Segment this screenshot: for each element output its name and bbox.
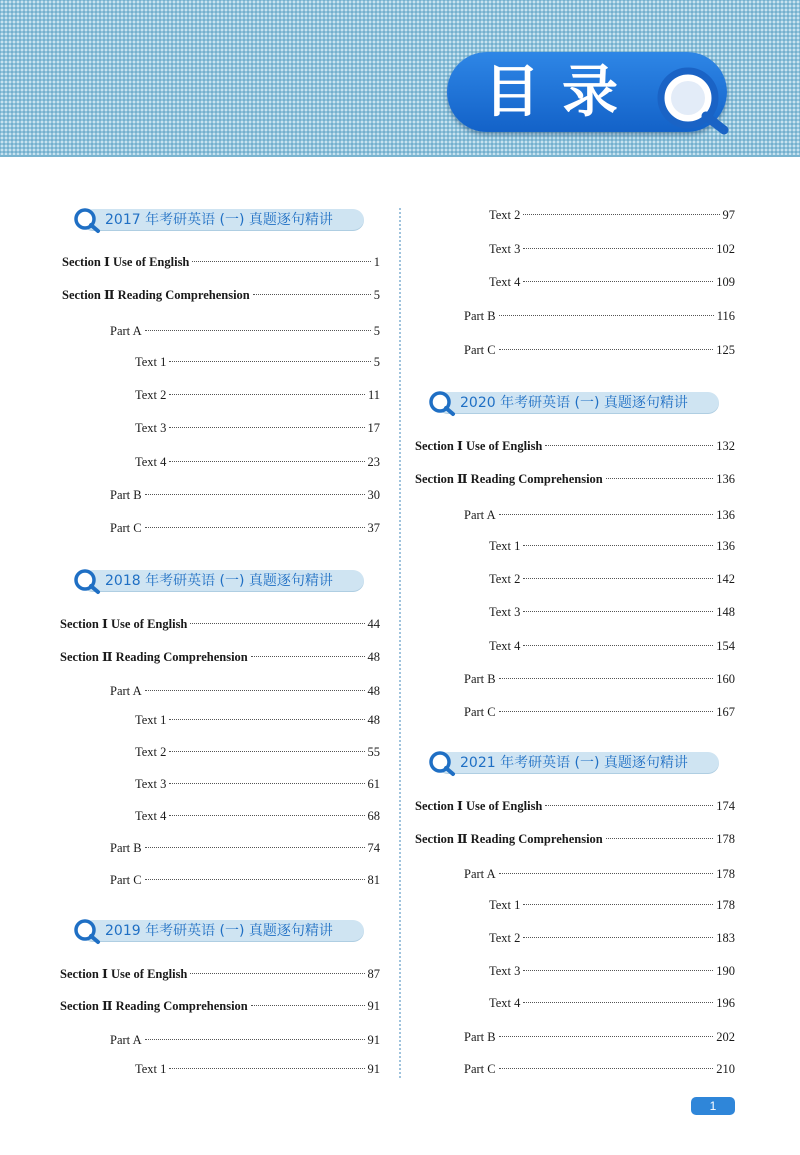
toc-entry[interactable]: Part B 74: [110, 841, 380, 855]
toc-entry[interactable]: Text 3 148: [489, 605, 735, 619]
toc-entry[interactable]: Part B 160: [464, 672, 735, 686]
section-heading-label: 2021 年考研英语 (一) 真题逐句精讲: [460, 755, 688, 771]
toc-entry[interactable]: Text 3 61: [135, 777, 380, 791]
section-heading-label: 2017 年考研英语 (一) 真题逐句精讲: [105, 212, 333, 228]
toc-entry[interactable]: Text 4 109: [489, 275, 735, 289]
toc-entry[interactable]: Section Ⅱ Reading Comprehension 178: [415, 832, 735, 846]
magnifier-icon: [72, 917, 102, 945]
section-heading-2021: [427, 749, 727, 777]
toc-entry[interactable]: Text 2 183: [489, 931, 735, 945]
toc-entry[interactable]: Text 2 142: [489, 572, 735, 586]
section-heading-2018: [72, 567, 372, 595]
magnifier-icon: [427, 749, 457, 777]
toc-entry[interactable]: Section Ⅱ Reading Comprehension 5: [62, 288, 380, 302]
toc-entry[interactable]: Text 1 5: [135, 355, 380, 369]
toc-entry[interactable]: Text 3 190: [489, 964, 735, 978]
page-number: 1: [691, 1097, 735, 1115]
toc-entry[interactable]: Section Ⅰ Use of English 174: [415, 799, 735, 813]
toc-entry[interactable]: Part C 125: [464, 343, 735, 357]
toc-entry[interactable]: Text 4 196: [489, 996, 735, 1010]
toc-entry[interactable]: Part A 5: [110, 324, 380, 338]
toc-entry[interactable]: Part A 136: [464, 508, 735, 522]
toc-entry[interactable]: Text 1 136: [489, 539, 735, 553]
toc-entry[interactable]: Text 2 97: [489, 208, 735, 222]
toc-entry[interactable]: Part B 116: [464, 309, 735, 323]
toc-entry[interactable]: Text 4 23: [135, 455, 380, 469]
toc-entry[interactable]: Text 1 91: [135, 1062, 380, 1076]
magnifier-icon: [648, 60, 740, 140]
toc-entry[interactable]: Text 4 68: [135, 809, 380, 823]
section-heading-2017: [72, 206, 372, 234]
toc-entry[interactable]: Text 1 48: [135, 713, 380, 727]
section-heading-label: 2018 年考研英语 (一) 真题逐句精讲: [105, 573, 333, 589]
toc-entry[interactable]: Part B 30: [110, 488, 380, 502]
magnifier-icon: [427, 389, 457, 417]
magnifier-icon: [72, 206, 102, 234]
toc-entry[interactable]: Text 2 11: [135, 388, 380, 402]
toc-entry[interactable]: Section Ⅰ Use of English 1: [62, 255, 380, 269]
toc-entry[interactable]: Text 2 55: [135, 745, 380, 759]
section-heading-label: 2019 年考研英语 (一) 真题逐句精讲: [105, 923, 333, 939]
section-heading-2020: [427, 389, 727, 417]
toc-entry[interactable]: Part A 91: [110, 1033, 380, 1047]
magnifier-icon: [72, 567, 102, 595]
toc-entry[interactable]: Section Ⅱ Reading Comprehension 136: [415, 472, 735, 486]
toc-entry[interactable]: Part C 167: [464, 705, 735, 719]
toc-entry[interactable]: Text 3 17: [135, 421, 380, 435]
toc-entry[interactable]: Part B 202: [464, 1030, 735, 1044]
toc-entry[interactable]: Section Ⅱ Reading Comprehension 91: [60, 999, 380, 1013]
toc-entry[interactable]: Part A 178: [464, 867, 735, 881]
toc-entry[interactable]: Text 4 154: [489, 639, 735, 653]
section-heading-2019: [72, 917, 372, 945]
column-divider: [399, 208, 401, 1078]
toc-entry[interactable]: Section Ⅰ Use of English 44: [60, 617, 380, 631]
section-heading-label: 2020 年考研英语 (一) 真题逐句精讲: [460, 395, 688, 411]
toc-entry[interactable]: Text 1 178: [489, 898, 735, 912]
toc-entry[interactable]: Part C 81: [110, 873, 380, 887]
page-title: 目录: [484, 60, 640, 125]
toc-entry[interactable]: Section Ⅰ Use of English 87: [60, 967, 380, 981]
toc-entry[interactable]: Part A 48: [110, 684, 380, 698]
toc-entry[interactable]: Part C 37: [110, 521, 380, 535]
toc-entry[interactable]: Section Ⅰ Use of English 132: [415, 439, 735, 453]
toc-entry[interactable]: Text 3 102: [489, 242, 735, 256]
toc-entry[interactable]: Part C 210: [464, 1062, 735, 1076]
toc-entry[interactable]: Section Ⅱ Reading Comprehension 48: [60, 650, 380, 664]
